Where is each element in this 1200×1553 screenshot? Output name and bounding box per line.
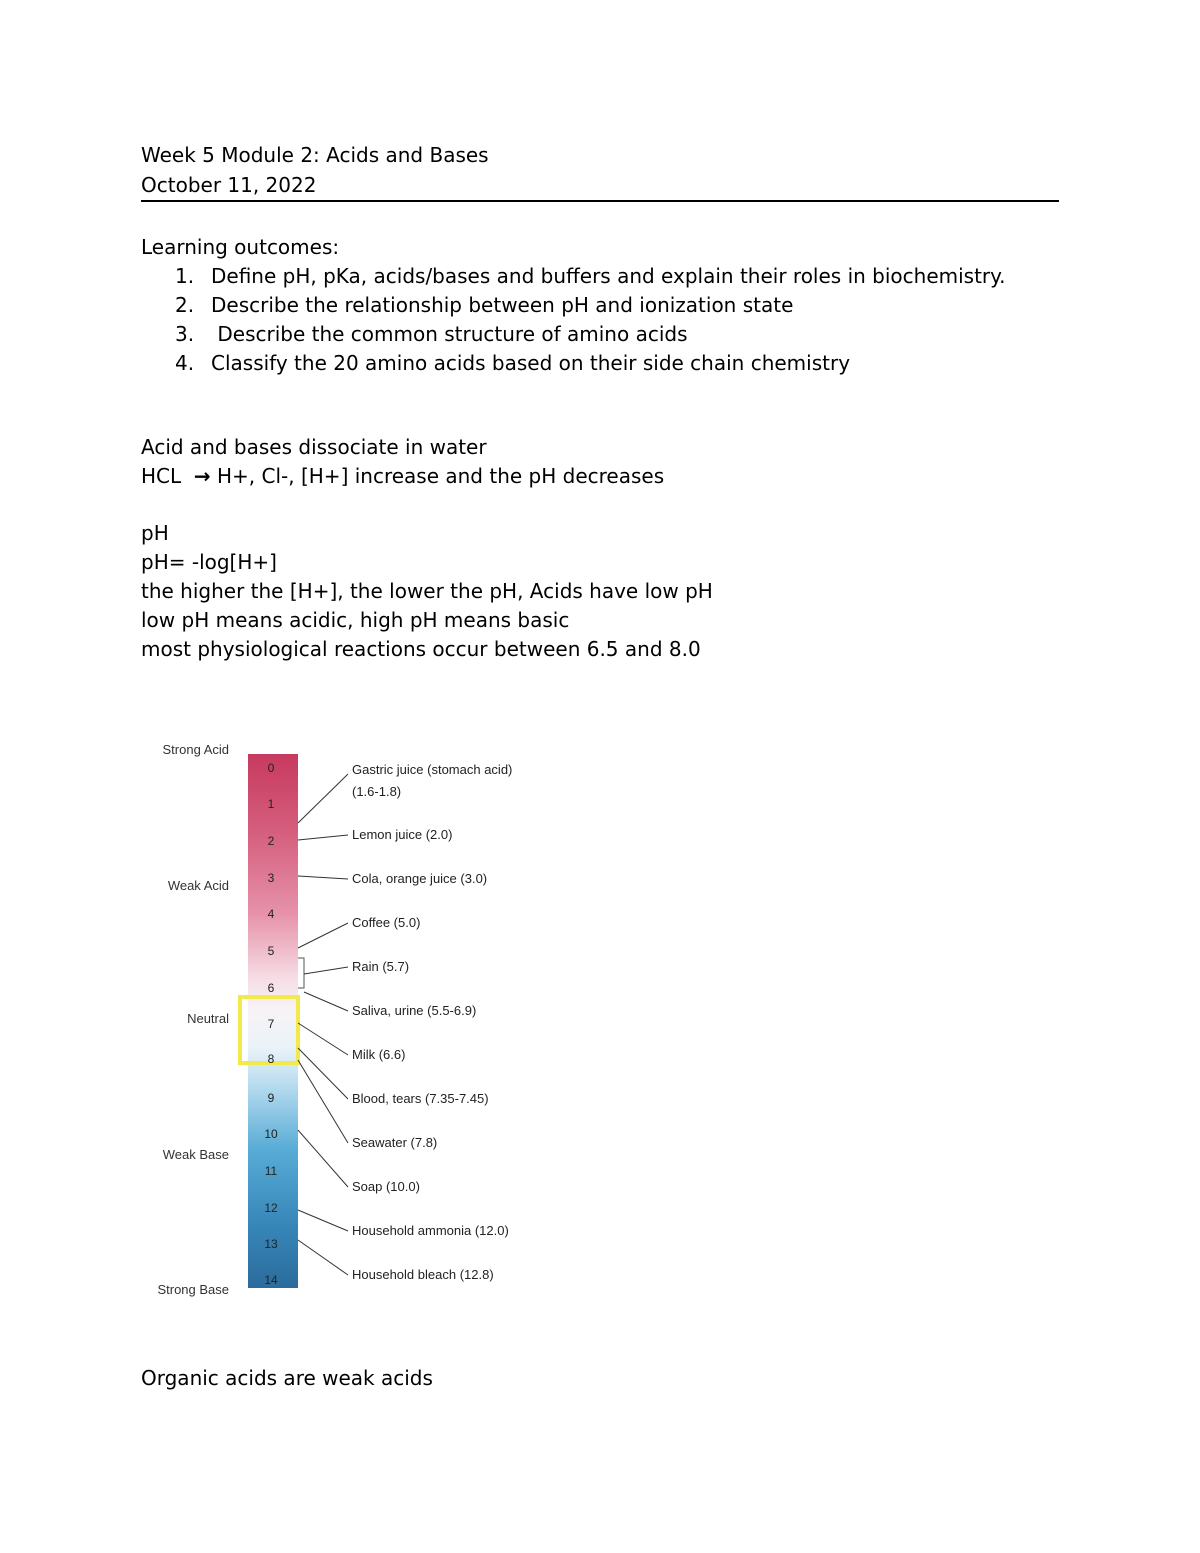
list-item-text: Classify the 20 amino acids based on their side chain chemistry [211,351,851,375]
document-date: October 11, 2022 [141,173,317,197]
example-label: Cola, orange juice (3.0) [352,871,488,886]
strong-acid-label: Strong Acid [162,742,229,757]
equation-reactant: HCL [141,464,194,488]
list-number: 4. [175,351,195,375]
list-item-text: Describe the relationship between pH and ionization state [211,293,794,317]
learning-outcomes-heading: Learning outcomes: [141,235,340,259]
leader-line [304,967,348,974]
neutral-label: Neutral [187,1011,229,1026]
ph-number: 13 [264,1237,278,1251]
hcl-equation [141,462,664,491]
ph-number: 6 [267,981,275,995]
document-title: Week 5 Module 2: Acids and Bases [141,143,489,167]
example-label: Blood, tears (7.35-7.45) [352,1091,489,1106]
ph-scale-figure [140,730,560,1310]
ph-number: 10 [264,1127,278,1141]
leader-line [304,992,348,1011]
organic-acids-line: Organic acids are weak acids [141,1366,433,1390]
ph-number: 9 [267,1091,275,1105]
ph-number: 1 [267,797,275,811]
example-label: Saliva, urine (5.5-6.9) [352,1003,477,1018]
example-label: Milk (6.6) [352,1047,406,1062]
ph-number: 11 [264,1164,278,1178]
ph-number: 14 [264,1273,278,1287]
list-number: 3. [175,322,195,346]
ph-heading: pH [141,521,169,545]
example-label: Seawater (7.8) [352,1135,438,1150]
example-label: Coffee (5.0) [352,915,421,930]
leader-line [298,774,348,823]
example-label: Household ammonia (12.0) [352,1223,509,1238]
equation-products: H+, Cl-, [H+] increase and the pH decreases [210,464,665,488]
leader-line [298,923,348,948]
strong-base-label: Strong Base [157,1282,229,1297]
example-label: Soap (10.0) [352,1179,420,1194]
ph-formula: pH= -log[H+] [141,550,277,574]
list-item-text: Describe the common structure of amino acids [211,322,688,346]
dissociation-line: Acid and bases dissociate in water [141,435,487,459]
example-label: Household bleach (12.8) [352,1267,494,1282]
saliva-range-bracket [298,958,304,988]
ph-number: 4 [267,907,275,921]
ph-note: low pH means acidic, high pH means basic [141,608,570,632]
leader-line [298,1240,348,1275]
ph-note: most physiological reactions occur between 6.5 and 8.0 [141,637,701,661]
ph-number: 2 [267,834,275,848]
example-label: Gastric juice (stomach acid) [352,762,513,777]
weak-base-label: Weak Base [162,1147,229,1162]
example-label: Rain (5.7) [352,959,410,974]
ph-note: the higher the [H+], the lower the pH, Acids have low pH [141,579,713,603]
leader-line [298,1060,348,1143]
list-number: 2. [175,293,195,317]
ph-number: 12 [264,1201,278,1215]
leader-line [298,876,348,879]
leader-line [298,835,348,840]
ph-number: 0 [267,761,275,775]
leader-line [298,1023,348,1055]
title-divider [141,200,1059,202]
ph-number: 5 [267,944,275,958]
ph-number: 7 [267,1017,275,1031]
leader-line [298,1130,348,1187]
right-arrow-icon: → [193,464,211,488]
leader-line [298,1048,348,1099]
list-number: 1. [175,264,195,288]
leader-line [298,1210,348,1231]
example-label: Lemon juice (2.0) [352,827,453,842]
list-item-text: Define pH, pKa, acids/bases and buffers and explain their roles in biochemistry. [211,264,1006,288]
example-label: (1.6-1.8) [352,784,402,799]
ph-number: 8 [267,1052,275,1066]
ph-number: 3 [267,871,275,885]
weak-acid-label: Weak Acid [167,878,229,893]
